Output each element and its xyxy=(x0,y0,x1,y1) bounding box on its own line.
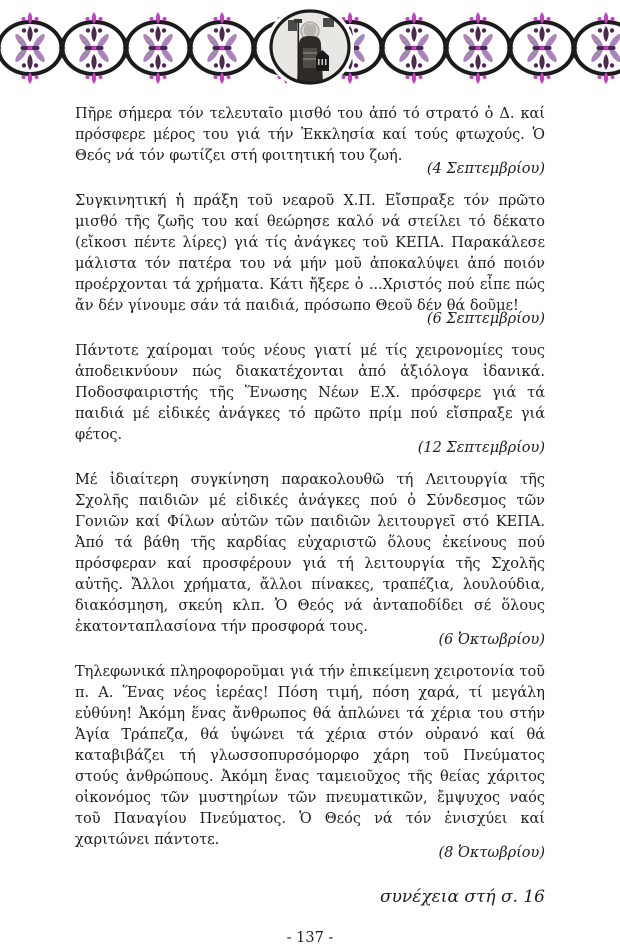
diary-entry xyxy=(75,662,545,864)
continuation-note: συνέχεια στή σ. 16 xyxy=(379,887,545,907)
ornament-border xyxy=(0,0,620,96)
page-content xyxy=(0,96,620,947)
entry-text: Συγκινητική ἡ πράξη τοῦ νεαροῦ Χ.Π. Εἴσπραξε τόν πρῶτο μισθό τῆς ζωῆς του καί θεώρησε καλό νά στείλει τό δέκατο (εἴκοσι πέντε λίρες) γιά τίς ἀνάγκες τοῦ ΚΕΠΑ. Παρακάλεσε μάλιστα τόν πατέρα του νά μήν μοῦ ἀποκαλύψει ἀπό ποιόν προέρχονται τά χρήματα. Κάτι ἤξερε ὁ ...Χριστός πού εἶπε πώς ἄν δέν γίνουμε σάν τά παιδιά, πρόσωπο Θεοῦ δέν θά δοῦμε! xyxy=(75,193,545,314)
diary-entry xyxy=(75,470,545,651)
entry-date: (4 Σεπτεμβρίου) xyxy=(426,161,545,177)
entry-date: (8 Ὀκτωβρίου) xyxy=(438,845,545,861)
diary-entry xyxy=(75,341,545,459)
diary-entry xyxy=(75,191,545,330)
entry-date: (12 Σεπτεμβρίου) xyxy=(417,440,545,456)
entry-text: Πάντοτε χαίρομαι τούς νέους γιατί μέ τίς χειρονομίες τους ἀποδεικνύουν πώς διακατέχονται ἀπό ἀξιόλογα ἰδανικά. Ποδοσφαιριστής τῆς Ἕνωσης Νέων Ε.Χ. πρόσφερε γιά τά παιδιά μέ εἰδικές ἀνάγκες τό πρῶτο πρίμ πού εἴσπραξε γιά φέτος. xyxy=(75,343,545,443)
diary-entry xyxy=(75,104,545,180)
entry-date: (6 Ὀκτωβρίου) xyxy=(438,632,545,648)
entry-text: Τηλεφωνικά πληροφοροῦμαι γιά τήν ἐπικείμενη χειροτονία τοῦ π. Α. Ἕνας νέος ἱερέας! Πόση τιμή, πόση χαρά, τί μεγάλη εὐθύνη! Ἀκόμη ἕνας ἄνθρωπος θά ἁπλώνει τά χέρια του στήν Ἁγία Τράπεζα, θά ὑψώνει τά χέρια στόν οὐρανό καί θά καταβιβάζει τή γλωσσοπυρσόμορφο χάρη τοῦ Πνεύματος στούς ἀνθρώπους. Ἀκόμη ἕνας ταμειοῦχος τῆς θείας χάριτος οἰκονόμος τῶν μυστηρίων τῶν πνευματικῶν, ἔμψυχος ναός τοῦ Παναγίου Πνεύματος. Ὁ Θεός νά τόν ἐνισχύει καί χαριτώνει πάντοτε. xyxy=(75,664,545,848)
saint-icon xyxy=(266,6,354,88)
entry-text: Μέ ἰδιαίτερη συγκίνηση παρακολουθῶ τή Λειτουργία τῆς Σχολῆς παιδιῶν μέ εἰδικές ἀνάγκες πού ὁ Σύνδεσμος τῶν Γονιῶν καί Φίλων αὐτῶν τῶν παιδιῶν λειτουργεῖ στό ΚΕΠΑ. Ἀπό τά βάθη τῆς καρδίας εὐχαριστῶ ὅλους ἐκείνους πού πρόσφεραν καί προσφέρουν γιά τή λειτουργία τῆς Σχολῆς αὐτῆς. Ἄλλοι χρήματα, ἄλλοι πίνακες, τραπέζια, λουλούδια, διακόσμηση, σκεύη κλπ. Ὁ Θεός νά ἀνταποδίδει σέ ὅλους ἑκατονταπλασίονα τήν προσφορά τους. xyxy=(75,472,545,635)
ornament-header xyxy=(0,0,620,96)
entry-text: Πῆρε σήμερα τόν τελευταῖο μισθό του ἀπό τό στρατό ὁ Δ. καί πρόσφερε μέρος του γιά τήν Ἐκκλησία καί τούς φτωχούς. Ὁ Θεός νά τόν φωτίζει στή φοιτητική του ζωή. xyxy=(75,106,545,164)
page-number: - 137 - xyxy=(286,930,334,946)
entry-date: (6 Σεπτεμβρίου) xyxy=(426,311,545,327)
